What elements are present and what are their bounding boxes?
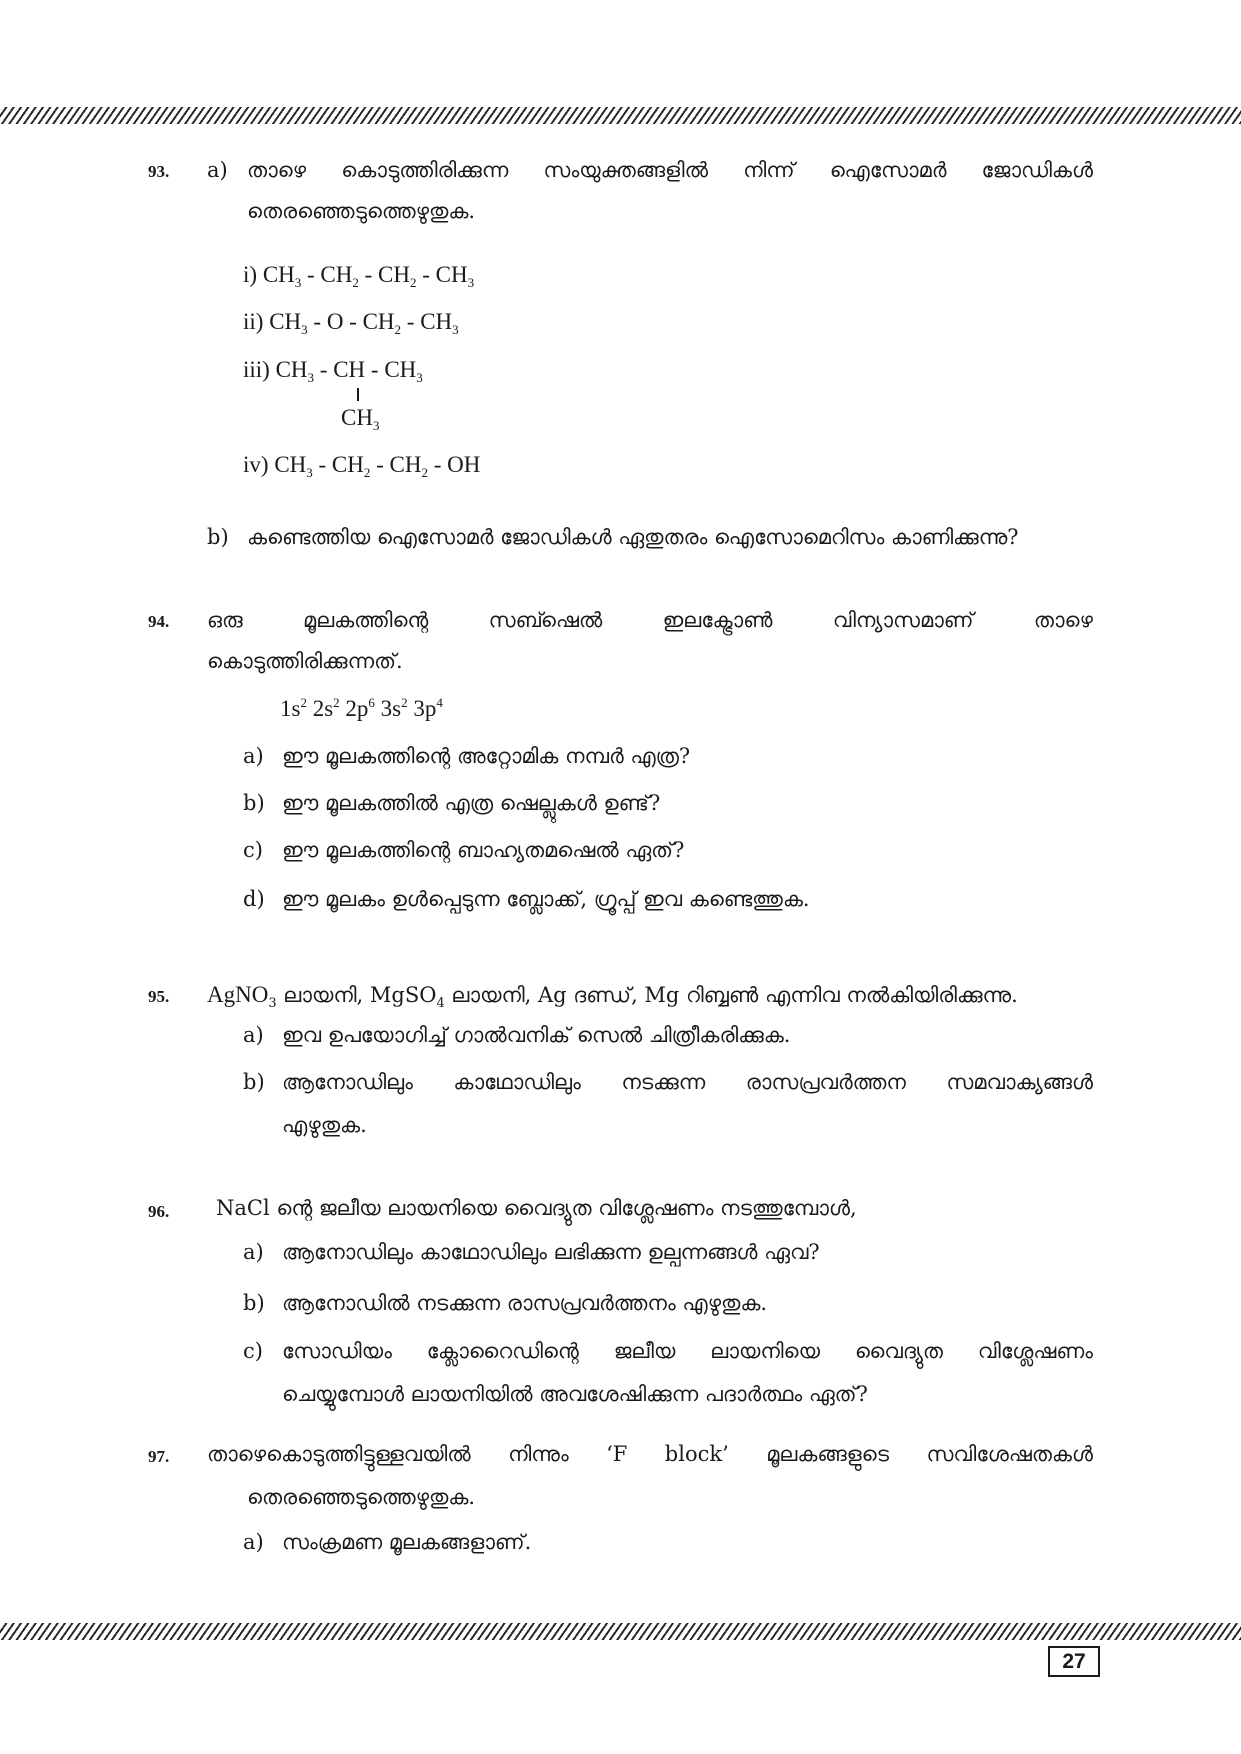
q94-part-c-text: ഈ മൂലകത്തിന്റെ ബാഹ്യതമഷെൽ ഏത്? — [282, 838, 685, 862]
q96-part-b-label: b) — [243, 1291, 265, 1315]
q97-part-a-text: സംക്രമണ മൂലകങ്ങളാണ്. — [282, 1530, 532, 1554]
q95-part-a-text: ഇവ ഉപയോഗിച്ച് ഗാൽവനിക് സെൽ ചിത്രീകരിക്കുക. — [282, 1023, 791, 1047]
question-95-number: 95. — [148, 987, 170, 1006]
q94-part-a-label: a) — [243, 744, 264, 768]
q94-part-d-text: ഈ മൂലകം ഉൾപ്പെടുന്ന ബ്ലോക്ക്, ഗ്രൂപ്പ് ഇവ കണ്ടെത്തുക. — [282, 887, 810, 911]
q94-part-a-text: ഈ മൂലകത്തിന്റെ അറ്റോമിക നമ്പർ എത്ര? — [282, 744, 691, 768]
question-93-number: 93. — [148, 162, 170, 181]
q94-text: ഒരു മൂലകത്തിന്റെ സബ്ഷെൽ ഇലക്ട്രോൺ വിന്യാസമാണ് താഴെ — [207, 608, 1093, 632]
q95-part-b-label: b) — [243, 1070, 265, 1094]
q93-part-a-label: a) — [207, 158, 228, 182]
question-96-number: 96. — [148, 1202, 170, 1221]
question-97-number: 97. — [148, 1447, 170, 1466]
q94-part-b-label: b) — [243, 791, 265, 815]
q96-part-c-text-cont: ചെയ്യുമ്പോൾ ലായനിയിൽ അവശേഷിക്കുന്ന പദാർത്ഥം ഏത്? — [282, 1382, 868, 1406]
top-hatch-border — [0, 107, 1241, 124]
q93-compound-iv: iv) $CH_3 - CH_2 - CH_2$ - OH — [243, 452, 481, 480]
q93-part-b-text: കണ്ടെത്തിയ ഐസോമർ ജോഡികൾ ഏതുതരം ഐസോമെറിസം കാണിക്കുന്നു? — [247, 525, 1019, 549]
q96-part-a-label: a) — [243, 1240, 264, 1264]
q95-part-a-label: a) — [243, 1023, 264, 1047]
q96-part-b-text: ആനോഡിൽ നടക്കുന്ന രാസപ്രവർത്തനം എഴുതുക. — [282, 1291, 768, 1315]
q96-text: NaCl ന്റെ ജലീയ ലായനിയെ വൈദ്യുത വിശ്ലേഷണം നടത്തുമ്പോൾ, — [216, 1196, 857, 1220]
q94-part-b-text: ഈ മൂലകത്തിൽ എത്ര ഷെല്ലുകൾ ഉണ്ട്? — [282, 791, 661, 815]
q96-part-a-text: ആനോഡിലും കാഥോഡിലും ലഭിക്കുന്ന ഉല്പന്നങ്ങൾ ഏവ? — [282, 1240, 820, 1264]
q97-text-cont: തെരഞ്ഞെടുത്തെഴുതുക. — [247, 1485, 476, 1509]
q93-compound-i: i) $CH_3 - CH_2 - CH_2 - CH_3$ — [243, 262, 475, 290]
q97-text: താഴെകൊടുത്തിട്ടുള്ളവയിൽ നിന്നും ‘F block’ മൂലകങ്ങളുടെ സവിശേഷതകൾ — [207, 1442, 1093, 1466]
q95-text: AgNO$_3$ ലായനി, MgSO$_4$ ലായനി, Ag ദണ്ഡ്, Mg റിബ്ബൺ എന്നിവ നൽകിയിരിക്കുന്നു. — [207, 982, 1018, 1011]
q93-compound-iii-branch: $CH_3$ — [341, 405, 380, 433]
q96-part-c-text: സോഡിയം ക്ലോറൈഡിന്റെ ജലീയ ലായനിയെ വൈദ്യുത വിശ്ലേഷണം — [282, 1339, 1093, 1363]
q94-electron-configuration: $1s^2$ $2s^2$ $2p^6$ $3s^2$ $3p^4$ — [280, 695, 443, 721]
q96-part-c-label: c) — [243, 1339, 263, 1363]
q95-part-b-text-cont: എഴുതുക. — [282, 1113, 367, 1137]
q93-branch-bond — [357, 388, 359, 401]
q95-part-b-text: ആനോഡിലും കാഥോഡിലും നടക്കുന്ന രാസപ്രവർത്തന സമവാക്യങ്ങൾ — [282, 1070, 1093, 1094]
q94-part-d-label: d) — [243, 887, 265, 911]
q94-text-cont: കൊടുത്തിരിക്കുന്നത്. — [207, 649, 403, 673]
q93-compound-iii: iii) $CH_3$ - CH - $CH_3$ — [243, 357, 423, 385]
q93-part-a-text-cont: തെരഞ്ഞെടുത്തെഴുതുക. — [247, 199, 476, 223]
q93-part-a-text: താഴെ കൊടുത്തിരിക്കുന്ന സംയുക്തങ്ങളിൽ നിന്ന് ഐസോമർ ജോഡികൾ — [247, 158, 1093, 182]
q97-part-a-label: a) — [243, 1530, 264, 1554]
q94-part-c-label: c) — [243, 838, 263, 862]
q93-part-b-label: b) — [207, 525, 229, 549]
question-94-number: 94. — [148, 612, 170, 631]
page-number: 27 — [1048, 1646, 1100, 1677]
q93-compound-ii: ii) $CH_3$ - O - $CH_2 - CH_3$ — [243, 309, 459, 337]
bottom-hatch-border — [0, 1623, 1241, 1640]
